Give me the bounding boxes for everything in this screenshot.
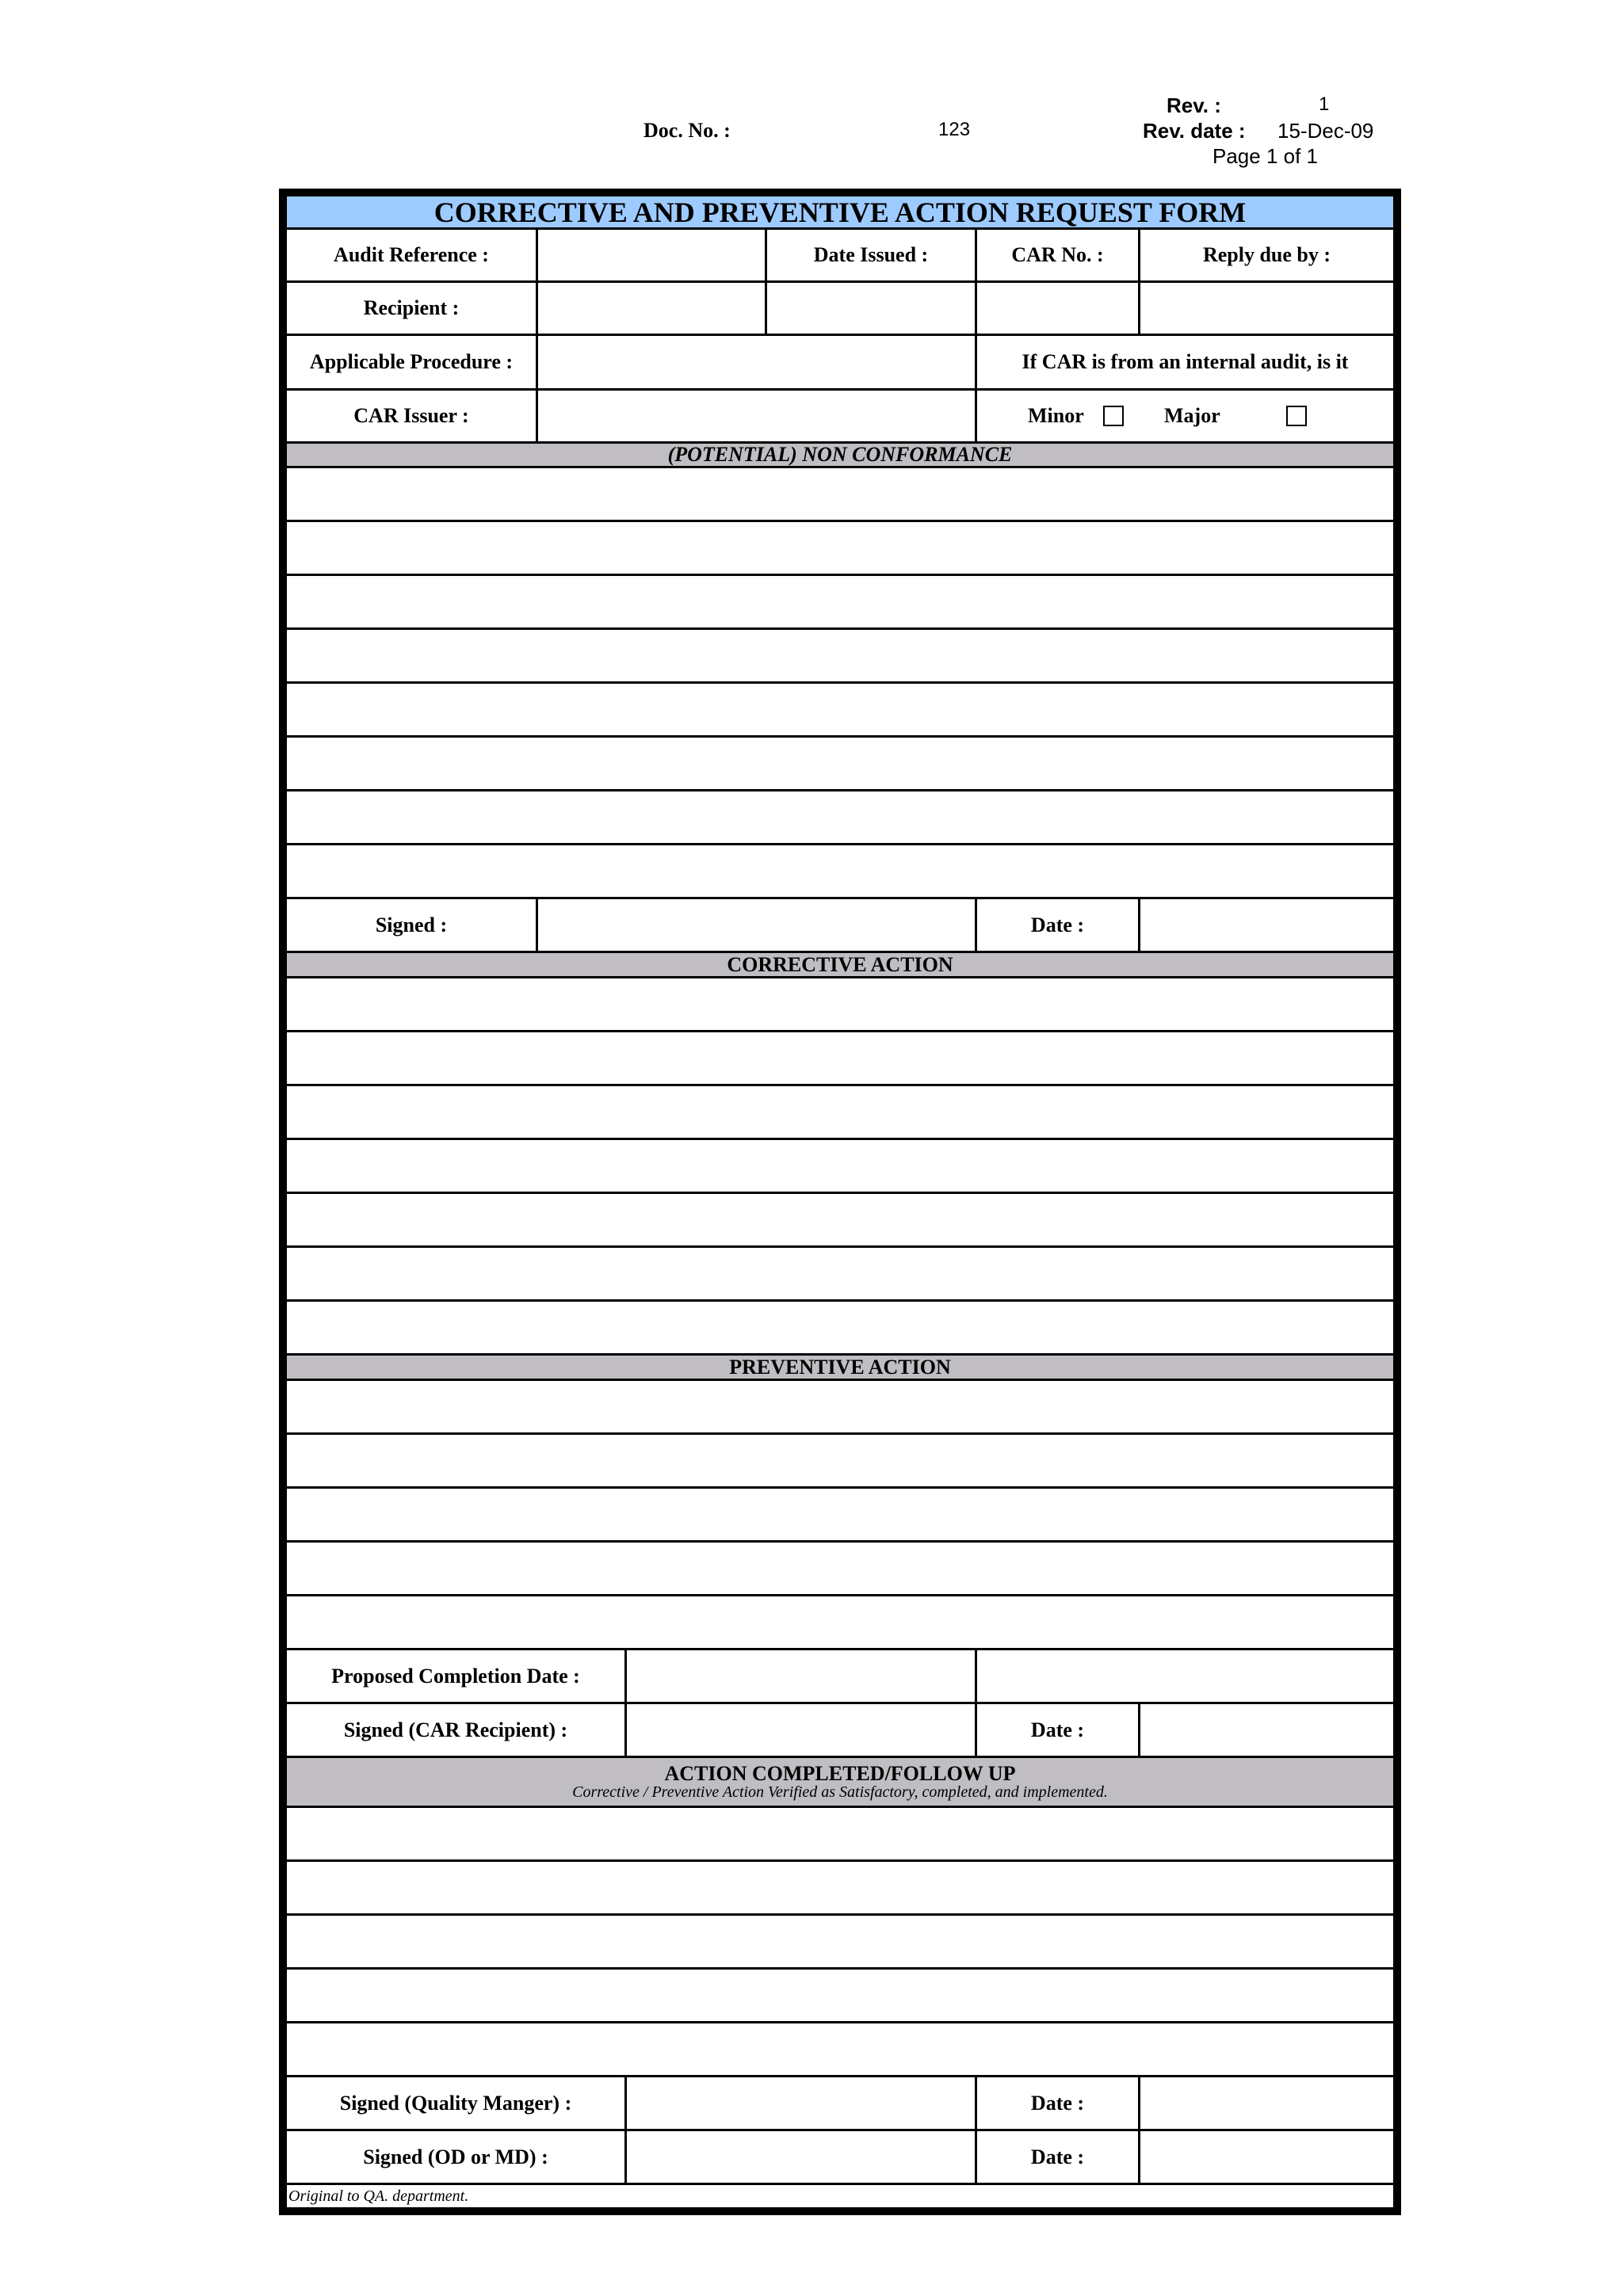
- footer-note: Original to QA. department.: [285, 2183, 1396, 2210]
- non-conformance-line-3[interactable]: [285, 574, 1396, 630]
- rev-date-value: 15-Dec-09: [1277, 119, 1374, 143]
- qm-date-label: Date :: [975, 2075, 1140, 2131]
- corrective-action-line-1[interactable]: [285, 976, 1396, 1032]
- pa-date-label: Date :: [975, 1702, 1140, 1758]
- proposed-completion-label: Proposed Completion Date :: [285, 1648, 627, 1704]
- form-title: CORRECTIVE AND PREVENTIVE ACTION REQUEST FORM: [285, 194, 1396, 230]
- follow-up-line-2[interactable]: [285, 1859, 1396, 1916]
- follow-up-line-5[interactable]: [285, 2021, 1396, 2077]
- nc-date-field[interactable]: [1138, 897, 1396, 953]
- action-completed-subtitle: Corrective / Preventive Action Verified as Satisfactory, completed, and implemented.: [572, 1783, 1108, 1802]
- non-conformance-header: (POTENTIAL) NON CONFORMANCE: [285, 441, 1396, 468]
- corrective-action-line-3[interactable]: [285, 1084, 1396, 1140]
- od-date-label: Date :: [975, 2129, 1140, 2185]
- date-issued-label: Date Issued :: [765, 227, 977, 283]
- car-no-field[interactable]: [975, 280, 1140, 336]
- minor-label: Minor: [1028, 404, 1084, 427]
- doc-no-value: 123: [938, 119, 971, 140]
- action-completed-header: [285, 1756, 1396, 1808]
- signed-od-field[interactable]: [624, 2129, 977, 2185]
- non-conformance-line-1[interactable]: [285, 466, 1396, 522]
- non-conformance-line-8[interactable]: [285, 843, 1396, 899]
- reply-due-label: Reply due by :: [1138, 227, 1396, 283]
- follow-up-line-4[interactable]: [285, 1967, 1396, 2023]
- action-completed-title: ACTION COMPLETED/FOLLOW UP: [664, 1761, 1016, 1785]
- car-no-label: CAR No. :: [975, 227, 1140, 283]
- recipient-label: Recipient :: [285, 280, 538, 336]
- preventive-action-header: PREVENTIVE ACTION: [285, 1353, 1396, 1381]
- corrective-action-line-4[interactable]: [285, 1138, 1396, 1194]
- recipient-field[interactable]: [536, 280, 767, 336]
- non-conformance-line-6[interactable]: [285, 735, 1396, 791]
- audit-reference-field[interactable]: [536, 227, 767, 283]
- od-date-field[interactable]: [1138, 2129, 1396, 2185]
- non-conformance-line-4[interactable]: [285, 627, 1396, 684]
- audit-reference-label: Audit Reference :: [285, 227, 538, 283]
- minor-checkbox[interactable]: [1103, 406, 1124, 426]
- car-issuer-field[interactable]: [536, 388, 977, 444]
- corrective-action-header: CORRECTIVE ACTION: [285, 951, 1396, 978]
- non-conformance-line-7[interactable]: [285, 789, 1396, 845]
- pa-date-field[interactable]: [1138, 1702, 1396, 1758]
- signed-recipient-field[interactable]: [624, 1702, 977, 1758]
- preventive-action-line-3[interactable]: [285, 1486, 1396, 1543]
- signed-qm-field[interactable]: [624, 2075, 977, 2131]
- preventive-action-line-4[interactable]: [285, 1540, 1396, 1596]
- preventive-action-line-5[interactable]: [285, 1594, 1396, 1650]
- proposed-completion-extra[interactable]: [975, 1648, 1396, 1704]
- internal-audit-question: If CAR is from an internal audit, is it: [975, 334, 1396, 391]
- severity-cell: [975, 388, 1396, 444]
- major-checkbox[interactable]: [1286, 406, 1307, 426]
- applicable-procedure-label: Applicable Procedure :: [285, 334, 538, 391]
- non-conformance-line-5[interactable]: [285, 681, 1396, 738]
- follow-up-line-1[interactable]: [285, 1806, 1396, 1862]
- qm-date-field[interactable]: [1138, 2075, 1396, 2131]
- follow-up-line-3[interactable]: [285, 1913, 1396, 1970]
- corrective-action-line-2[interactable]: [285, 1030, 1396, 1086]
- preventive-action-line-2[interactable]: [285, 1432, 1396, 1489]
- corrective-action-line-6[interactable]: [285, 1245, 1396, 1302]
- reply-due-field[interactable]: [1138, 280, 1396, 336]
- signed-recipient-label: Signed (CAR Recipient) :: [285, 1702, 627, 1758]
- nc-signed-field[interactable]: [536, 897, 977, 953]
- applicable-procedure-field[interactable]: [536, 334, 977, 391]
- non-conformance-line-2[interactable]: [285, 520, 1396, 576]
- major-label: Major: [1164, 404, 1220, 427]
- rev-date-label: Rev. date :: [1143, 119, 1246, 143]
- preventive-action-line-1[interactable]: [285, 1379, 1396, 1435]
- car-issuer-label: CAR Issuer :: [285, 388, 538, 444]
- rev-value: 1: [1319, 93, 1330, 115]
- car-form: [279, 189, 1401, 2215]
- nc-date-label: Date :: [975, 897, 1140, 953]
- corrective-action-line-7[interactable]: [285, 1299, 1396, 1356]
- date-issued-field[interactable]: [765, 280, 977, 336]
- rev-label: Rev. :: [1167, 93, 1221, 117]
- corrective-action-line-5[interactable]: [285, 1192, 1396, 1248]
- doc-no-label: Doc. No. :: [643, 119, 731, 142]
- page-number: Page 1 of 1: [1212, 144, 1318, 168]
- nc-signed-label: Signed :: [285, 897, 538, 953]
- signed-qm-label: Signed (Quality Manger) :: [285, 2075, 627, 2131]
- proposed-completion-field[interactable]: [624, 1648, 977, 1704]
- signed-od-label: Signed (OD or MD) :: [285, 2129, 627, 2185]
